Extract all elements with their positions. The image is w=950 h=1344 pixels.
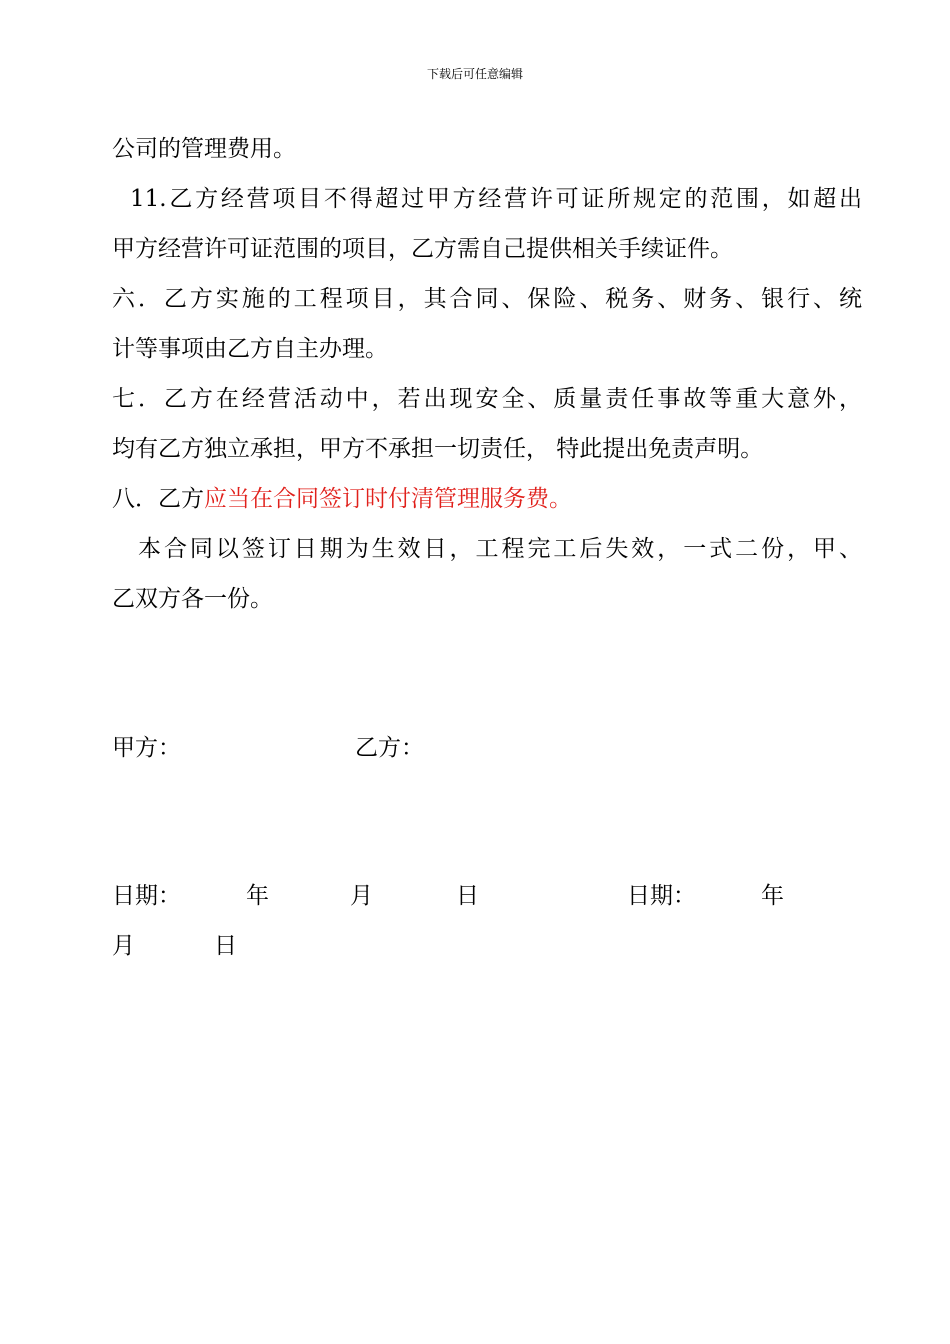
date-b-label: 日期： [627, 883, 696, 909]
clause-8 [112, 484, 572, 514]
clause-8-prefix: 八．乙方 [112, 486, 204, 512]
page-header: 下载后可任意编辑 [426, 67, 523, 81]
party-a-label: 甲方： [112, 735, 181, 761]
clause-6-line-1: 六．乙方实施的工程项目，其合同、保险、税务、财务、银行、统 [112, 286, 862, 312]
clause-11-line-1: 11.乙方经营项目不得超过甲方经营许可证所规定的范围，如超出 [130, 186, 862, 212]
clause-8-highlight: 应当在合同签订时付清管理服务费。 [204, 486, 572, 512]
date-a-day: 日 [456, 883, 479, 909]
clause-6-line-2: 计等事项由乙方自主办理。 [112, 336, 388, 362]
date-b-day: 日 [214, 933, 237, 959]
clause-7-line-1: 七．乙方在经营活动中，若出现安全、质量责任事故等重大意外， [112, 386, 862, 412]
date-b-year: 年 [761, 883, 784, 909]
date-a-label: 日期： [112, 883, 181, 909]
party-b-label: 乙方： [355, 735, 424, 761]
validity-line-1: 本合同以签订日期为生效日，工程完工后失效，一式二份，甲、 [138, 536, 862, 562]
validity-line-2: 乙双方各一份。 [112, 586, 273, 612]
clause-7-line-2: 均有乙方独立承担，甲方不承担一切责任， 特此提出免责声明。 [112, 436, 764, 462]
date-a-year: 年 [246, 883, 269, 909]
date-b-month: 月 [112, 933, 135, 959]
date-a-month: 月 [350, 883, 373, 909]
paragraph-line-1: 公司的管理费用。 [112, 136, 296, 162]
clause-11-line-2: 甲方经营许可证范围的项目，乙方需自己提供相关手续证件。 [112, 236, 733, 262]
